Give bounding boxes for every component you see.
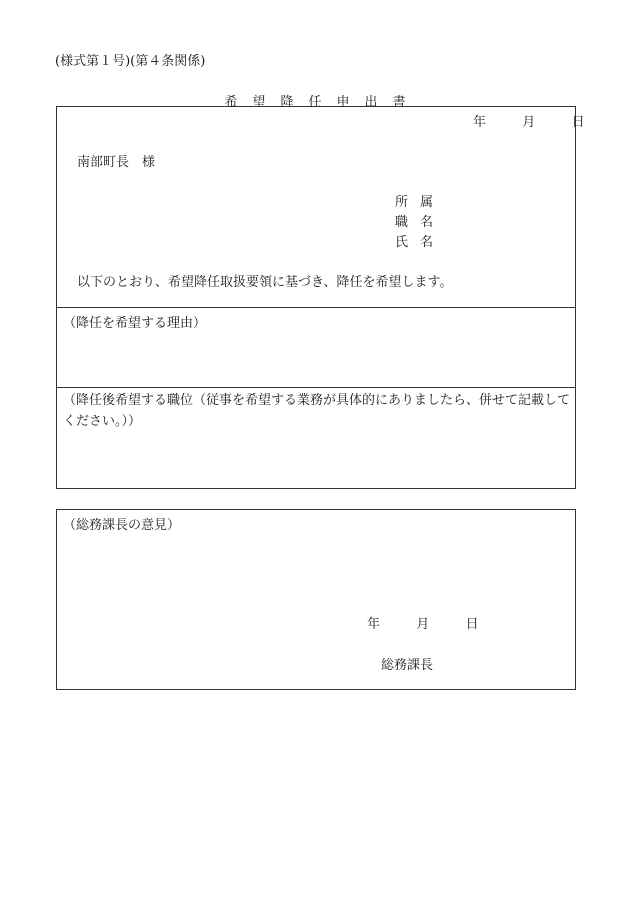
day-label: 日 bbox=[465, 617, 479, 632]
applicant-section bbox=[56, 106, 585, 308]
request-statement: 以下のとおり、希望降任取扱要領に基づき、降任を希望します。 bbox=[77, 275, 453, 290]
day-label: 日 bbox=[571, 115, 585, 130]
form-number-label: (様式第１号)(第４条関係) bbox=[55, 54, 206, 69]
job-title-label: 職名 bbox=[395, 215, 446, 230]
month-label: 月 bbox=[416, 617, 430, 632]
month-label: 月 bbox=[522, 115, 536, 130]
reason-section bbox=[56, 307, 576, 388]
application-date bbox=[473, 111, 585, 130]
desired-post-section bbox=[56, 387, 576, 489]
affiliation-label: 所属 bbox=[395, 195, 446, 210]
desired-post-label: （降任後希望する職位（従事を希望する業務が具体的にありましたら、併せて記載してください。）） bbox=[63, 393, 571, 429]
document-title: 希望降任申出書 bbox=[224, 95, 421, 110]
addressee: 南部町長 様 bbox=[77, 155, 156, 170]
manager-opinion-section bbox=[56, 509, 576, 690]
year-label: 年 bbox=[367, 617, 381, 632]
opinion-date bbox=[367, 613, 479, 632]
reason-label: （降任を希望する理由） bbox=[63, 316, 207, 331]
manager-signature-label: 総務課長 bbox=[381, 658, 434, 673]
year-label: 年 bbox=[473, 115, 487, 130]
name-label: 氏名 bbox=[395, 235, 446, 250]
manager-opinion-label: （総務課長の意見） bbox=[63, 518, 181, 533]
